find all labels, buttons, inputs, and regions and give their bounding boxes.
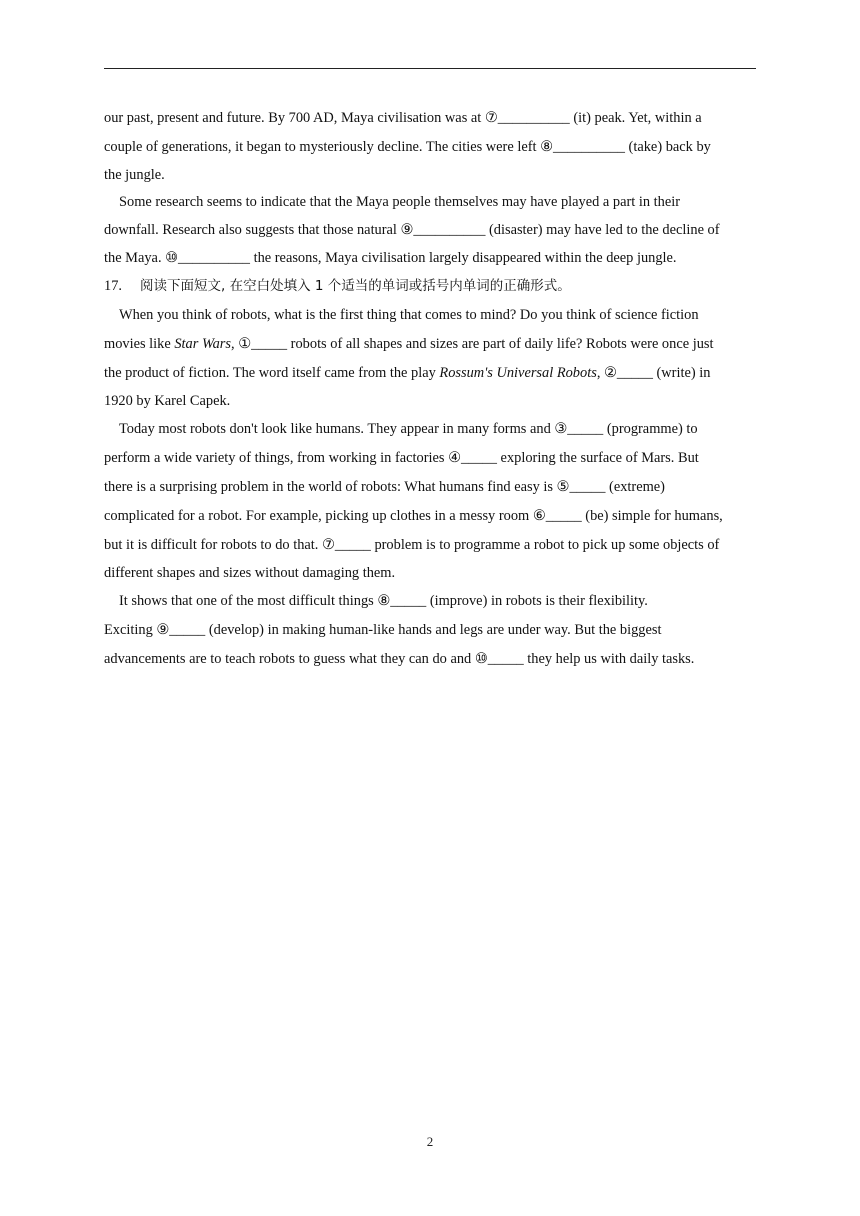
question-line: [104, 444, 766, 473]
line-text: When you think of robots, what is the first thing that comes to mind? Do you think of science fiction: [119, 307, 699, 323]
question-line: [104, 531, 766, 560]
question-line: [104, 502, 766, 531]
italic-title-rossum: Rossum's Universal Robots: [439, 365, 597, 381]
question-instruction: 阅读下面短文, 在空白处填入 1 个适当的单词或括号内单词的正确形式。: [140, 278, 571, 294]
passage-line: couple of generations, it began to mysteriously decline. The cities were left ⑧__________ (take) back by: [104, 139, 711, 155]
question-line: [104, 301, 766, 330]
line-text: complicated for a robot. For example, picking up clothes in a messy room ⑥_____ (be) simple for humans,: [104, 508, 723, 524]
question-17: [104, 272, 766, 674]
question-line: [104, 587, 766, 616]
question-line: [104, 359, 766, 388]
line-text: It shows that one of the most difficult things ⑧_____ (improve) in robots is their flexibility.: [119, 593, 648, 609]
question-header: [104, 272, 766, 301]
line-text: there is a surprising problem in the world of robots: What humans find easy is ⑤_____ (extreme): [104, 479, 665, 495]
passage-line: the jungle.: [104, 167, 165, 183]
question-line: [104, 473, 766, 502]
page-content: [104, 104, 766, 674]
question-line: [104, 560, 766, 587]
line-text: perform a wide variety of things, from working in factories ④_____ exploring the surface of Mars. But: [104, 450, 699, 466]
passage-line: downfall. Research also suggests that those natural ⑨__________ (disaster) may have led to the decline of: [104, 222, 720, 238]
question-line: [104, 645, 766, 674]
line-text: movies like: [104, 336, 175, 352]
question-line: [104, 330, 766, 359]
line-text: advancements are to teach robots to guess what they can do and ⑩_____ they help us with daily tasks.: [104, 651, 695, 667]
line-text: Today most robots don't look like humans. They appear in many forms and ③_____ (programme) to: [119, 421, 698, 437]
passage-line: Some research seems to indicate that the Maya people themselves may have played a part in their: [119, 194, 681, 210]
question-line: [104, 415, 766, 444]
line-text: Exciting ⑨_____ (develop) in making human-like hands and legs are under way. But the biggest: [104, 622, 662, 638]
line-text: but it is difficult for robots to do that. ⑦_____ problem is to programme a robot to pick up some objects of: [104, 537, 720, 553]
line-text: , ①_____ robots of all shapes and sizes are part of daily life? Robots were once just: [231, 336, 714, 352]
question-line: [104, 388, 766, 415]
header-rule: [104, 68, 756, 69]
italic-title-star-wars: Star Wars: [174, 336, 232, 352]
page-number: 2: [426, 1134, 434, 1149]
line-text: the product of fiction. The word itself came from the play: [104, 365, 440, 381]
line-text: , ②_____ (write) in: [596, 365, 711, 381]
passage-line: our past, present and future. By 700 AD, Maya civilisation was at ⑦__________ (it) peak. Yet, within a: [104, 110, 702, 126]
line-text: 1920 by Karel Capek.: [104, 393, 231, 409]
question-line: [104, 616, 766, 645]
passage-line: the Maya. ⑩__________ the reasons, Maya civilisation largely disappeared within the deep jungle.: [104, 250, 677, 266]
line-text: different shapes and sizes without damaging them.: [104, 565, 396, 581]
passage-continuation: [104, 104, 766, 272]
question-number: 17.: [104, 278, 122, 294]
